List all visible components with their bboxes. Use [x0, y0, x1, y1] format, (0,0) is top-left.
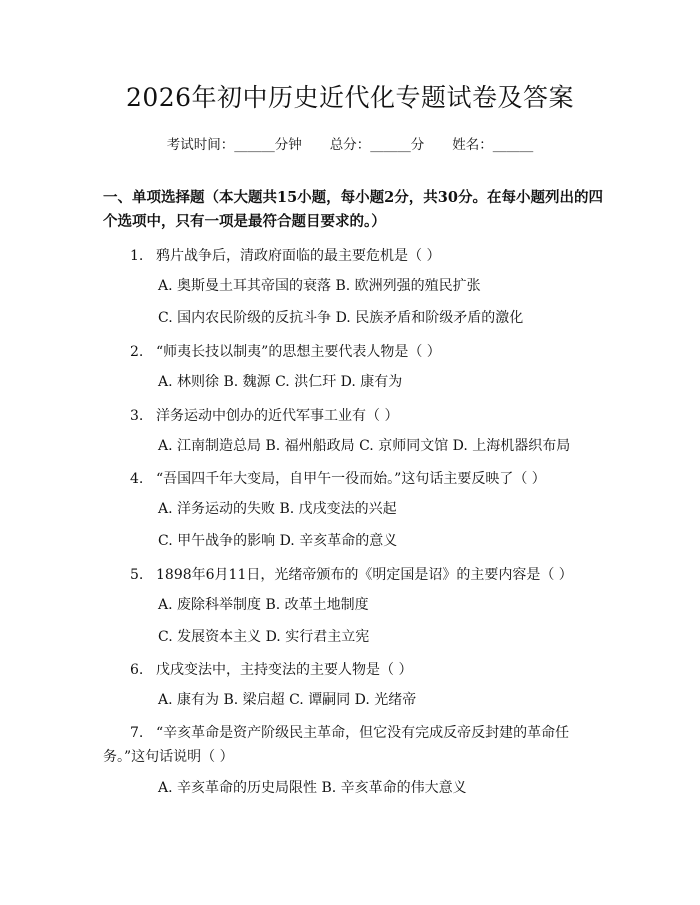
- question-text: 鸦片战争后，清政府面临的最主要危机是（ ）: [156, 248, 441, 264]
- section-heading: 一、单项选择题（本大题共15小题，每小题2分，共30分。在每小题列出的四个选项中，只有一项是最符合题目要求的。）: [103, 189, 603, 230]
- question-text: 洋务运动中创办的近代军事工业有（ ）: [156, 408, 399, 424]
- question-7-options: A. 辛亥革命的历史局限性 B. 辛亥革命的伟大意义: [158, 780, 467, 796]
- question-text: “师夷长技以制夷”的思想主要代表人物是（ ）: [156, 344, 441, 360]
- question-3: [130, 404, 600, 428]
- question-3-options: A. 江南制造总局 B. 福州船政局 C. 京师同文馆 D. 上海机器织布局: [158, 438, 571, 454]
- question-number: 1.: [130, 248, 144, 264]
- question-5: [130, 563, 600, 587]
- question-1: [130, 244, 600, 268]
- question-text: “吾国四千年大变局，自甲午一役而始。”这句话主要反映了（ ）: [156, 471, 546, 487]
- question-1-options-line-2: C. 国内农民阶级的反抗斗争 D. 民族矛盾和阶级矛盾的激化: [158, 310, 524, 326]
- exam-time-field: 考试时间：______分钟: [166, 137, 302, 153]
- question-text: “辛亥革命是资产阶级民主革命，但它没有完成反帝反封建的革命任务。”这句话说明（ ）: [103, 725, 570, 765]
- question-7: [103, 721, 603, 769]
- question-6: [130, 658, 600, 682]
- question-number: 5.: [130, 567, 144, 583]
- question-4: [130, 467, 600, 491]
- question-number: 2.: [130, 344, 144, 360]
- question-4-options-line-1: A. 洋务运动的失败 B. 戊戌变法的兴起: [158, 501, 397, 517]
- exam-title: 2026年初中历史近代化专题试卷及答案: [125, 83, 575, 112]
- student-name-field: 姓名：______: [452, 137, 534, 153]
- question-4-options-line-2: C. 甲午战争的影响 D. 辛亥革命的意义: [158, 533, 398, 549]
- exam-meta: [0, 133, 700, 153]
- question-number: 7.: [130, 725, 144, 741]
- question-text: 戊戌变法中，主持变法的主要人物是（ ）: [156, 662, 413, 678]
- question-number: 3.: [130, 408, 144, 424]
- question-number: 4.: [130, 471, 144, 487]
- question-2: [130, 340, 600, 364]
- question-6-options: A. 康有为 B. 梁启超 C. 谭嗣同 D. 光绪帝: [158, 692, 417, 708]
- exam-score-field: 总分：______分: [329, 137, 425, 153]
- question-1-options-line-1: A. 奥斯曼土耳其帝国的衰落 B. 欧洲列强的殖民扩张: [158, 278, 481, 294]
- question-2-options: A. 林则徐 B. 魏源 C. 洪仁玕 D. 康有为: [158, 374, 403, 390]
- question-5-options-line-1: A. 废除科举制度 B. 改革土地制度: [158, 597, 369, 613]
- question-number: 6.: [130, 662, 144, 678]
- question-5-options-line-2: C. 发展资本主义 D. 实行君主立宪: [158, 629, 370, 645]
- question-text: 1898年6月11日，光绪帝颁布的《明定国是诏》的主要内容是（ ）: [156, 567, 573, 583]
